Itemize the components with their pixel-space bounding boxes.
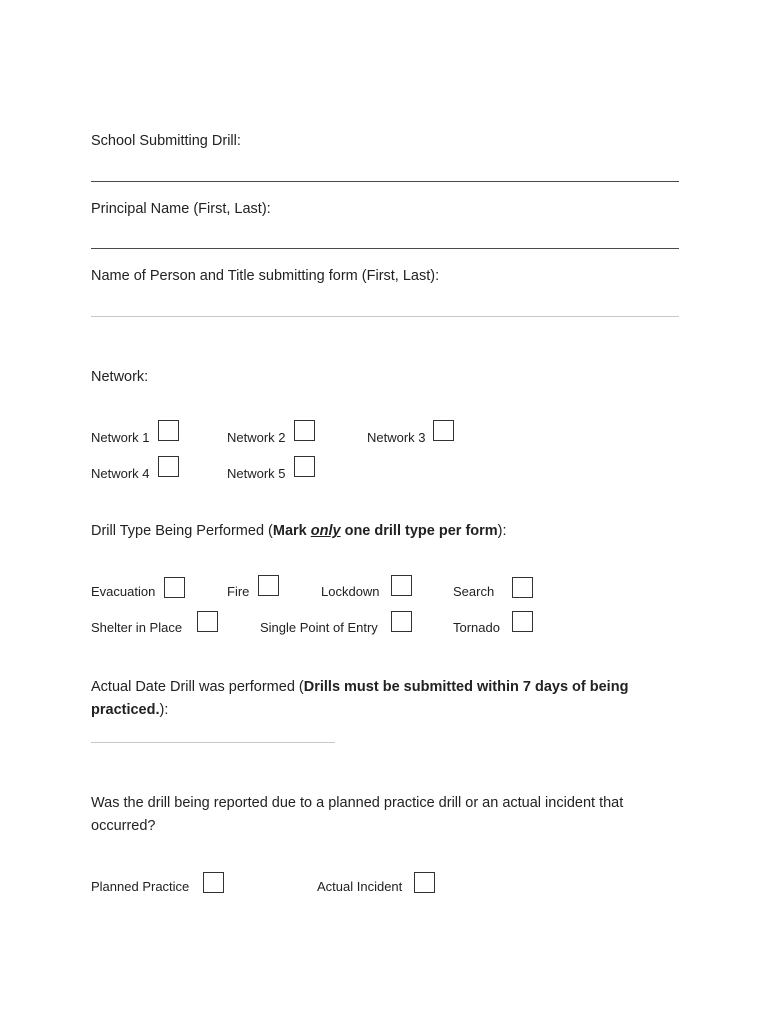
drill-single-point-checkbox[interactable]: [391, 611, 412, 632]
planned-practice-label: Planned Practice: [91, 879, 190, 894]
drill-search-label: Search: [453, 584, 495, 599]
planned-practice-checkbox[interactable]: [203, 872, 224, 893]
drill-reason-question: Was the drill being reported due to a planned practice drill or an actual incident that occurred?: [91, 795, 624, 834]
drill-evacuation-checkbox[interactable]: [164, 577, 185, 598]
principal-name-label: Principal Name (First, Last):: [91, 201, 271, 217]
drill-shelter-label: Shelter in Place: [91, 620, 183, 635]
drill-date-label: Actual Date Drill was performed (Drills must be submitted within 7 days of being practiced.):: [91, 679, 629, 718]
network-1-checkbox[interactable]: [158, 420, 179, 441]
network-5-label: Network 5: [227, 466, 286, 481]
submitter-name-label: Name of Person and Title submitting form (First, Last):: [91, 268, 440, 284]
drill-tornado-label: Tornado: [453, 620, 500, 635]
drill-lockdown-checkbox[interactable]: [391, 575, 412, 596]
drill-search-checkbox[interactable]: [512, 577, 533, 598]
network-2-label: Network 2: [227, 430, 286, 445]
drill-lockdown-label: Lockdown: [321, 584, 380, 599]
drill-fire-label: Fire: [227, 584, 250, 599]
school-submitting-label: School Submitting Drill:: [91, 133, 241, 149]
drill-fire-checkbox[interactable]: [258, 575, 279, 596]
drill-evacuation-label: Evacuation: [91, 584, 156, 599]
network-1-label: Network 1: [91, 430, 150, 445]
actual-incident-label: Actual Incident: [317, 879, 403, 894]
drill-date-field[interactable]: [91, 742, 335, 743]
principal-name-field[interactable]: [91, 248, 679, 249]
drill-tornado-checkbox[interactable]: [512, 611, 533, 632]
submitter-name-field[interactable]: [91, 316, 679, 317]
network-2-checkbox[interactable]: [294, 420, 315, 441]
network-5-checkbox[interactable]: [294, 456, 315, 477]
network-4-checkbox[interactable]: [158, 456, 179, 477]
drill-shelter-checkbox[interactable]: [197, 611, 218, 632]
network-3-checkbox[interactable]: [433, 420, 454, 441]
network-label: Network:: [91, 369, 149, 385]
actual-incident-checkbox[interactable]: [414, 872, 435, 893]
network-3-label: Network 3: [367, 430, 426, 445]
drill-type-label: Drill Type Being Performed (Mark only one drill type per form):: [91, 523, 507, 539]
school-submitting-field[interactable]: [91, 181, 679, 182]
drill-single-point-label: Single Point of Entry: [260, 620, 378, 635]
network-4-label: Network 4: [91, 466, 150, 481]
